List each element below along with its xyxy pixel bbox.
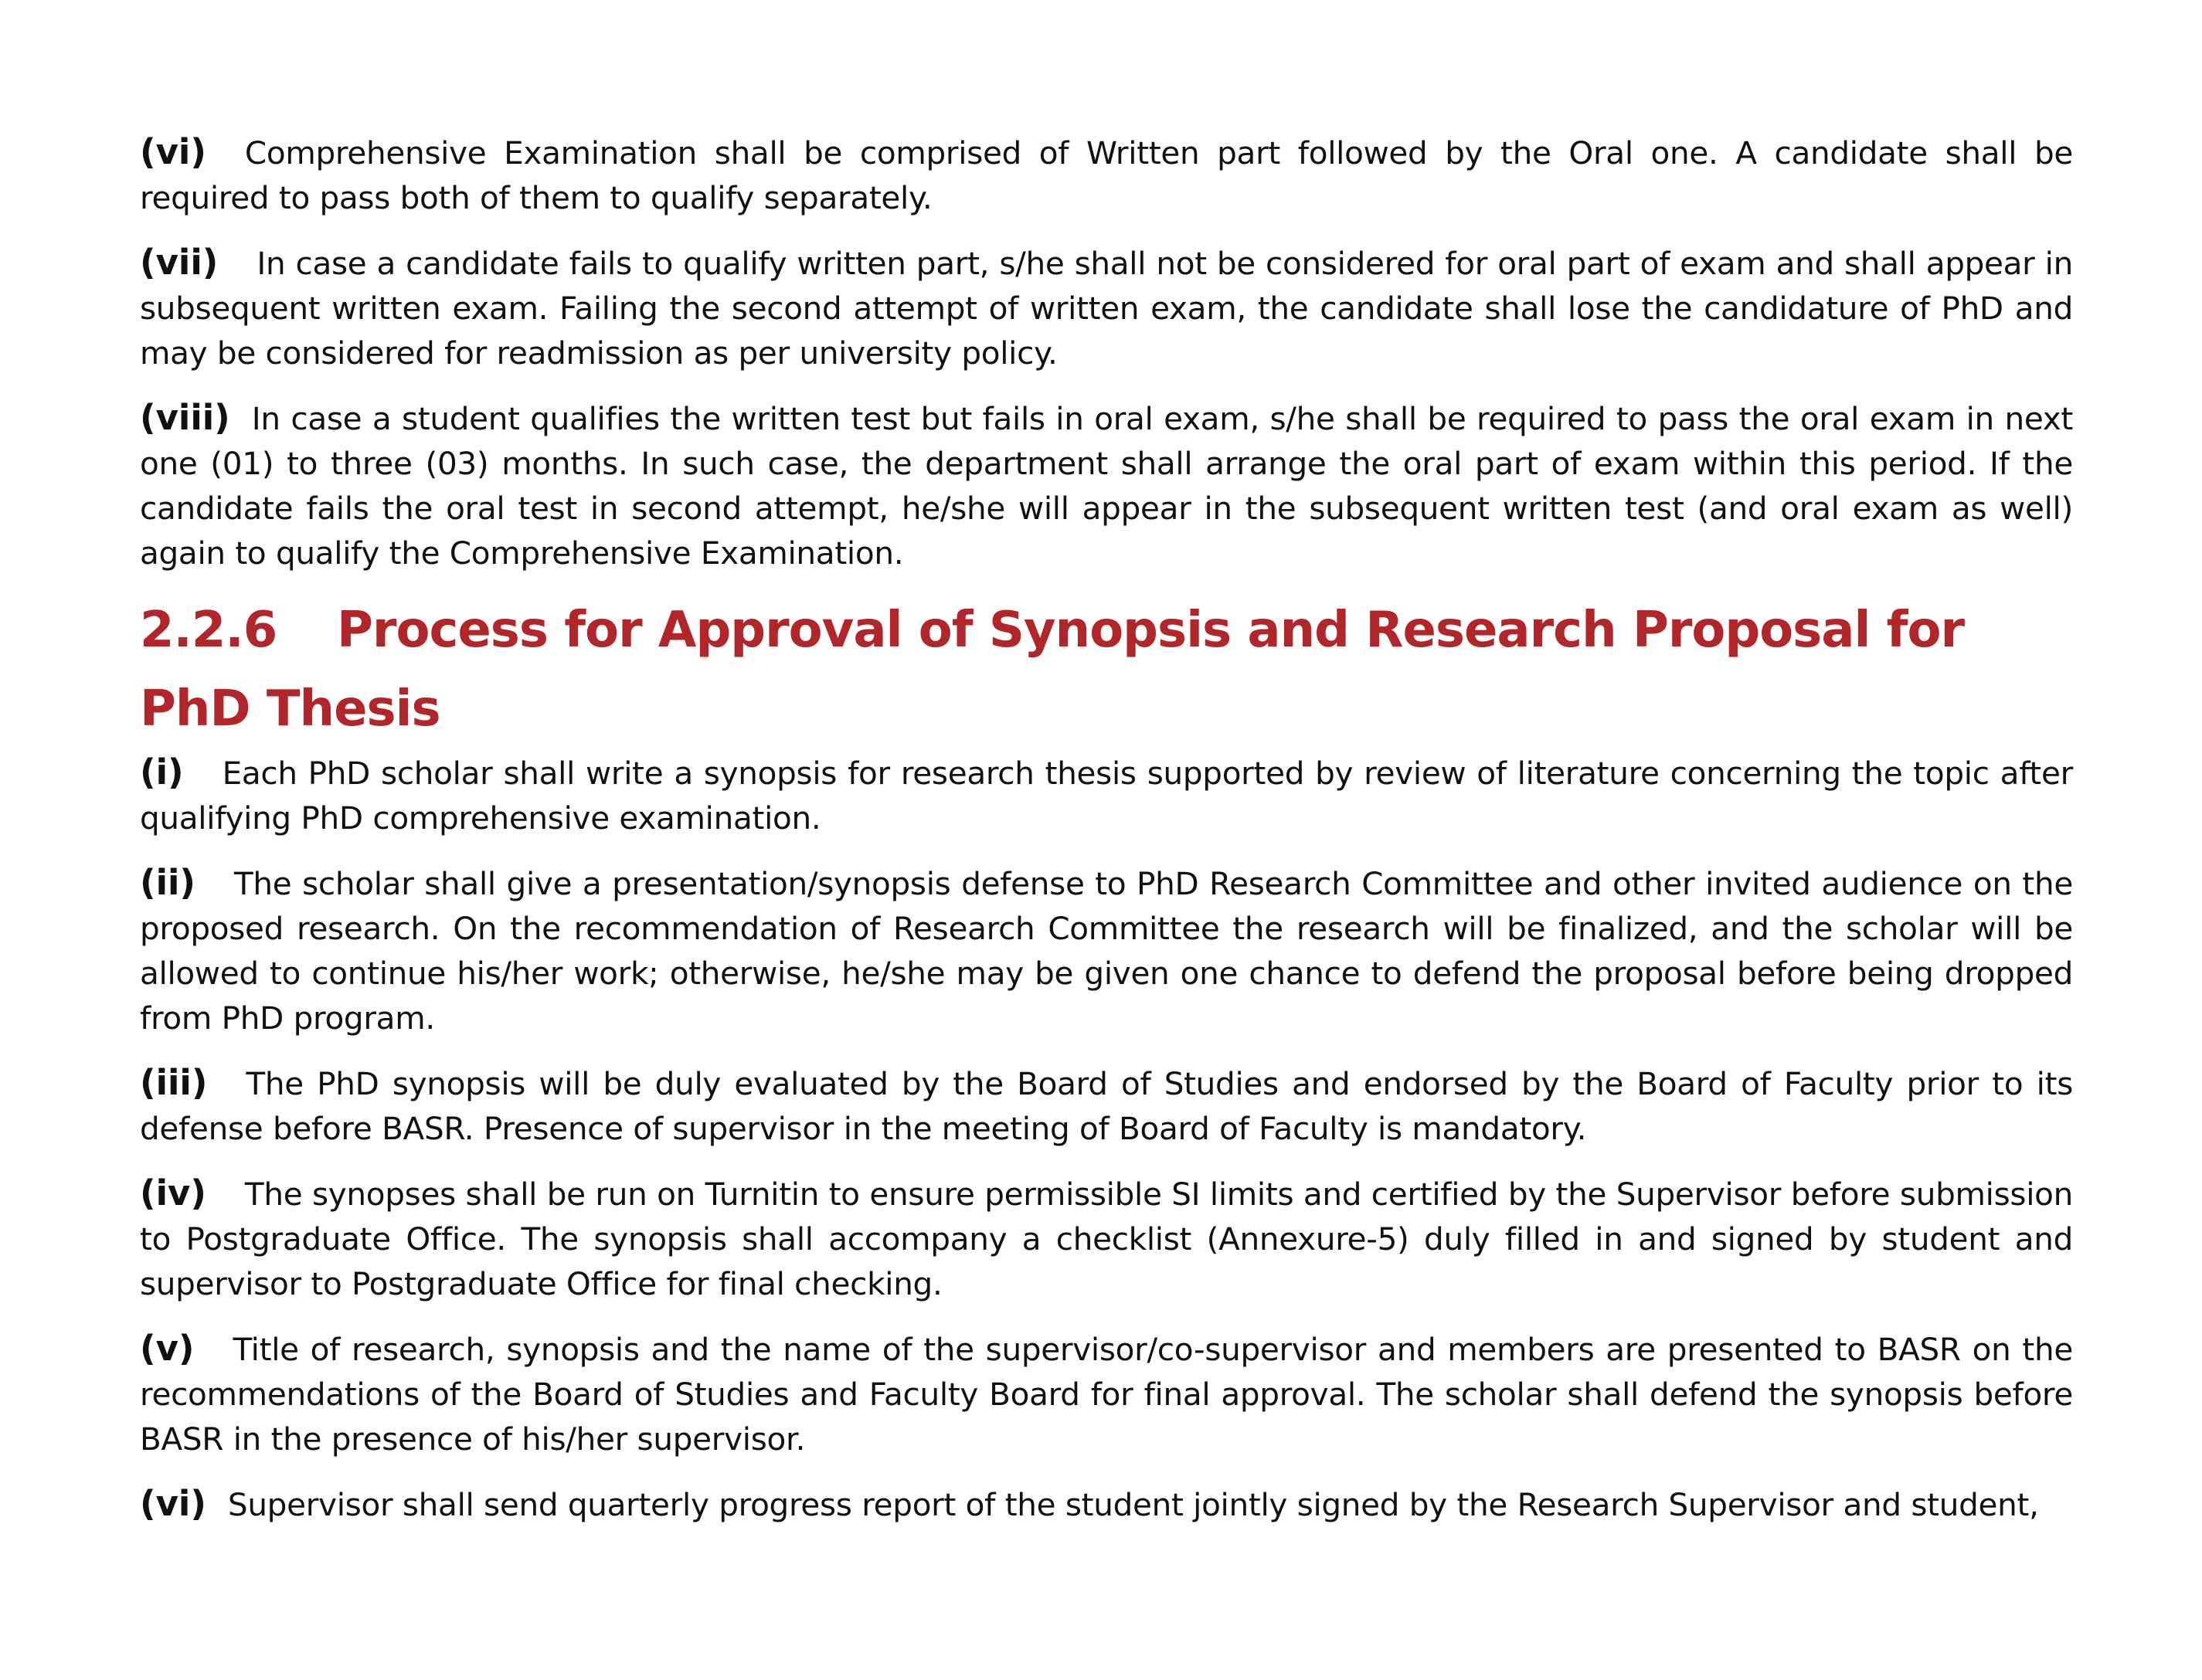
clause-text: The synopses shall be run on Turnitin to ensure permissible SI limits and certified by the Supervisor before submission to Postgraduate Office. The synopsis shall accompany a checklist (Annexure-5) duly filled in and signed by student and supervisor to Postgraduate Office for final checking. — [140, 1176, 2073, 1302]
document-page — [140, 130, 2073, 1547]
clause-text: The scholar shall give a presentation/synopsis defense to PhD Research Committee and other invited audience on the proposed research. On the recommendation of Research Committee the research will be finalized, and the scholar will be allowed to continue his/her work; otherwise, he/she may be given one chance to defend the proposal before being dropped from PhD program. — [140, 865, 2073, 1037]
clause-number: (vii) — [140, 242, 219, 283]
clause-text: Title of research, synopsis and the name of the supervisor/co-supervisor and members are presented to BASR on the recommendations of the Board of Studies and Faculty Board for final approval. The scholar shall defend the synopsis before BASR in the presence of his/her supervisor. — [140, 1331, 2073, 1458]
clause-number: (viii) — [140, 397, 230, 438]
section-title: Process for Approval of Synopsis and Research Proposal for PhD Thesis — [140, 602, 1965, 738]
section-heading — [140, 591, 2073, 748]
clause-v-title-approval — [140, 1326, 2073, 1461]
clause-ii-presentation — [140, 860, 2073, 1040]
clause-text: Each PhD scholar shall write a synopsis for research thesis supported by review of literature concerning the topic after qualifying PhD comprehensive examination. — [140, 755, 2073, 837]
clause-number: (iv) — [140, 1173, 206, 1213]
clause-number: (i) — [140, 752, 184, 792]
clause-text: The PhD synopsis will be duly evaluated by the Board of Studies and endorsed by the Board of Faculty prior to its defense before BASR. Presence of supervisor in the meeting of Board of Faculty is mandatory. — [140, 1065, 2073, 1147]
clause-vi-comprehensive — [140, 130, 2073, 220]
clause-vii-written-fail — [140, 240, 2073, 375]
clause-iv-turnitin — [140, 1171, 2073, 1306]
clause-number: (v) — [140, 1328, 195, 1369]
section-number: 2.2.6 — [140, 602, 277, 659]
clause-text: In case a student qualifies the written test but fails in oral exam, s/he shall be required to pass the oral exam in next one (01) to three (03) months. In such case, the department shall arrange the oral part of exam within this period. If the candidate fails the oral test in second attempt, he/she will appear in the subsequent written test (and oral exam as well) again to qualify the Comprehensive Examination. — [140, 400, 2073, 572]
clause-text: In case a candidate fails to qualify written part, s/he shall not be considered for oral part of exam and shall appear in subsequent written exam. Failing the second attempt of written exam, the candidate shall lose the candidature of PhD and may be considered for readmission as per university policy. — [140, 245, 2073, 372]
clause-number: (vi) — [140, 131, 206, 172]
clause-number: (vi) — [140, 1483, 206, 1524]
clause-text: Comprehensive Examination shall be comprised of Written part followed by the Oral one. A candidate shall be required to pass both of them to qualify separately. — [140, 134, 2073, 216]
clause-iii-evaluation — [140, 1061, 2073, 1151]
clause-number: (iii) — [140, 1062, 208, 1103]
clause-i-synopsis — [140, 750, 2073, 840]
clause-text: Supervisor shall send quarterly progress report of the student jointly signed by the Research Supervisor and student, — [227, 1486, 2039, 1523]
clause-viii-oral-fail — [140, 395, 2073, 575]
clause-vi-progress-report — [140, 1481, 2073, 1527]
clause-number: (ii) — [140, 862, 195, 903]
